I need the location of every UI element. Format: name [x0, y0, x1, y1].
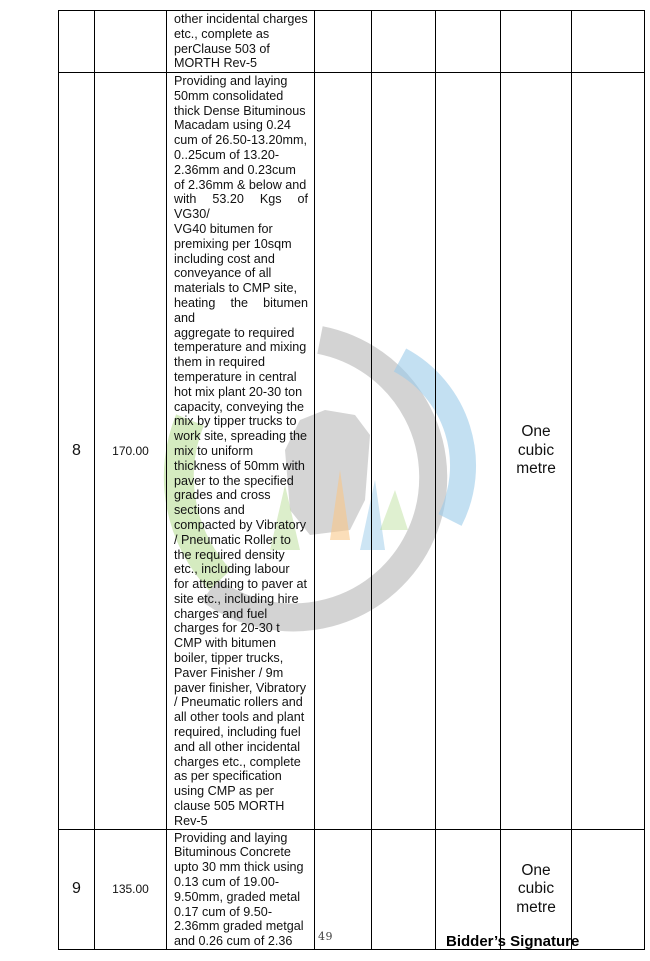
amount-cell	[572, 11, 645, 73]
unit-cell	[501, 11, 572, 73]
amount-cell	[572, 73, 645, 830]
boq-table	[58, 10, 645, 950]
qty-cell: 135.00	[95, 829, 167, 949]
sno-cell: 8	[59, 73, 95, 830]
rate-words-cell	[372, 829, 436, 949]
bidder-signature-label: Bidder’s Signature	[446, 933, 580, 950]
unit-cell: One cubic metre	[501, 829, 572, 949]
description-cell: Providing and laying Bituminous Concrete upto 30 mm thick using 0.13 cum of 19.00- 9.50mm, graded metal 0.17 cum of 9.50- 2.36mm graded metgal and 0.26 cum of 2.36	[167, 829, 315, 949]
table-row	[59, 11, 645, 73]
table-row	[59, 829, 645, 949]
qty-cell: 170.00	[95, 73, 167, 830]
sno-cell	[59, 11, 95, 73]
rate-figures-cell	[315, 73, 372, 830]
rate-words-cell	[372, 11, 436, 73]
description-cell: other incidental charges etc., complete as perClause 503 of MORTH Rev-5	[167, 11, 315, 73]
unit-cell: One cubic metre	[501, 73, 572, 830]
qty-cell	[95, 11, 167, 73]
rate-extra-cell	[436, 11, 501, 73]
table-row	[59, 73, 645, 830]
sno-cell: 9	[59, 829, 95, 949]
description-cell: Providing and laying 50mm consolidated thick Dense Bituminous Macadam using 0.24 cum of 26.50-13.20mm, 0..25cum of 13.20- 2.36mm and 0.23cum of 2.36mm & below and with 53.20 Kgs of VG30/ VG40 bitumen for premixing per 10sqm including cost and conveyance of all materials to CMP site, heating the bitumen and aggregate to required temperature and mixing them in required temperature in central hot mix plant 20-30 ton capacity, conveying the mix by tipper trucks to work site, spreading the mix to uniform thickness of 50mm with paver to the specified grades and cross sections and compacted by Vibratory / Pneumatic Roller to the required density etc., including labour for attending to paver at site etc., including hire charges and fuel charges for 20-30 t CMP with bitumen boiler, tipper trucks, Paver Finisher / 9m paver finisher, Vibratory / Pneumatic rollers and all other tools and plant required, including fuel and all other incidental charges etc., complete as per specification using CMP as per clause 505 MORTH Rev-5	[167, 73, 315, 830]
rate-figures-cell	[315, 11, 372, 73]
rate-words-cell	[372, 73, 436, 830]
page-number: 49	[318, 930, 333, 943]
amount-cell	[572, 829, 645, 949]
rate-extra-cell	[436, 829, 501, 949]
rate-extra-cell	[436, 73, 501, 830]
